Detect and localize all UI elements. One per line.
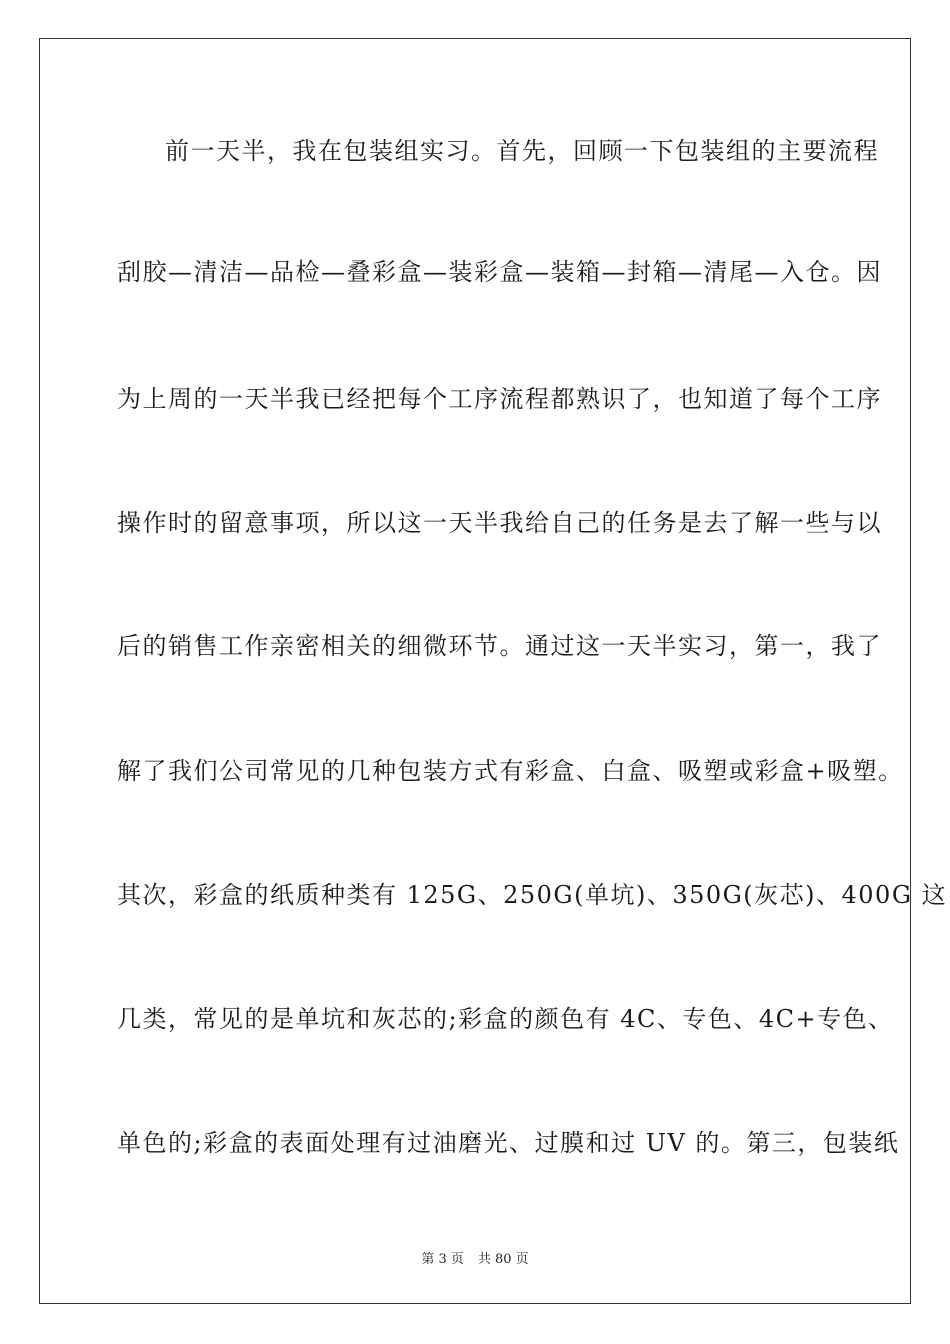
paragraph-line: 几类，常见的是单坑和灰芯的;彩盒的颜色有 4C、专色、4C+专色、: [117, 1005, 894, 1033]
paragraph-line: 刮胶—清洁—品检—叠彩盒—装彩盒—装箱—封箱—清尾—入仓。因: [117, 258, 882, 286]
page-total: 共 80 页: [477, 1252, 529, 1267]
paragraph-line: 单色的;彩盒的表面处理有过油磨光、过膜和过 UV 的。第三，包装纸: [117, 1129, 900, 1157]
paragraph-line: 其次，彩盒的纸质种类有 125G、250G(单坑)、350G(灰芯)、400G 这: [117, 881, 948, 909]
page-border: [39, 38, 911, 1304]
paragraph-line: 解了我们公司常见的几种包装方式有彩盒、白盒、吸塑或彩盒+吸塑。: [117, 757, 904, 785]
page-number: 第 3 页: [421, 1252, 464, 1267]
page-footer: [0, 1248, 950, 1267]
paragraph-line: 操作时的留意事项，所以这一天半我给自己的任务是去了解一些与以: [117, 509, 882, 537]
paragraph-line: 后的销售工作亲密相关的细微环节。通过这一天半实习，第一，我了: [117, 632, 882, 660]
paragraph-line: 前一天半，我在包装组实习。首先，回顾一下包装组的主要流程: [165, 137, 879, 165]
paragraph-line: 为上周的一天半我已经把每个工序流程都熟识了，也知道了每个工序: [117, 385, 882, 413]
